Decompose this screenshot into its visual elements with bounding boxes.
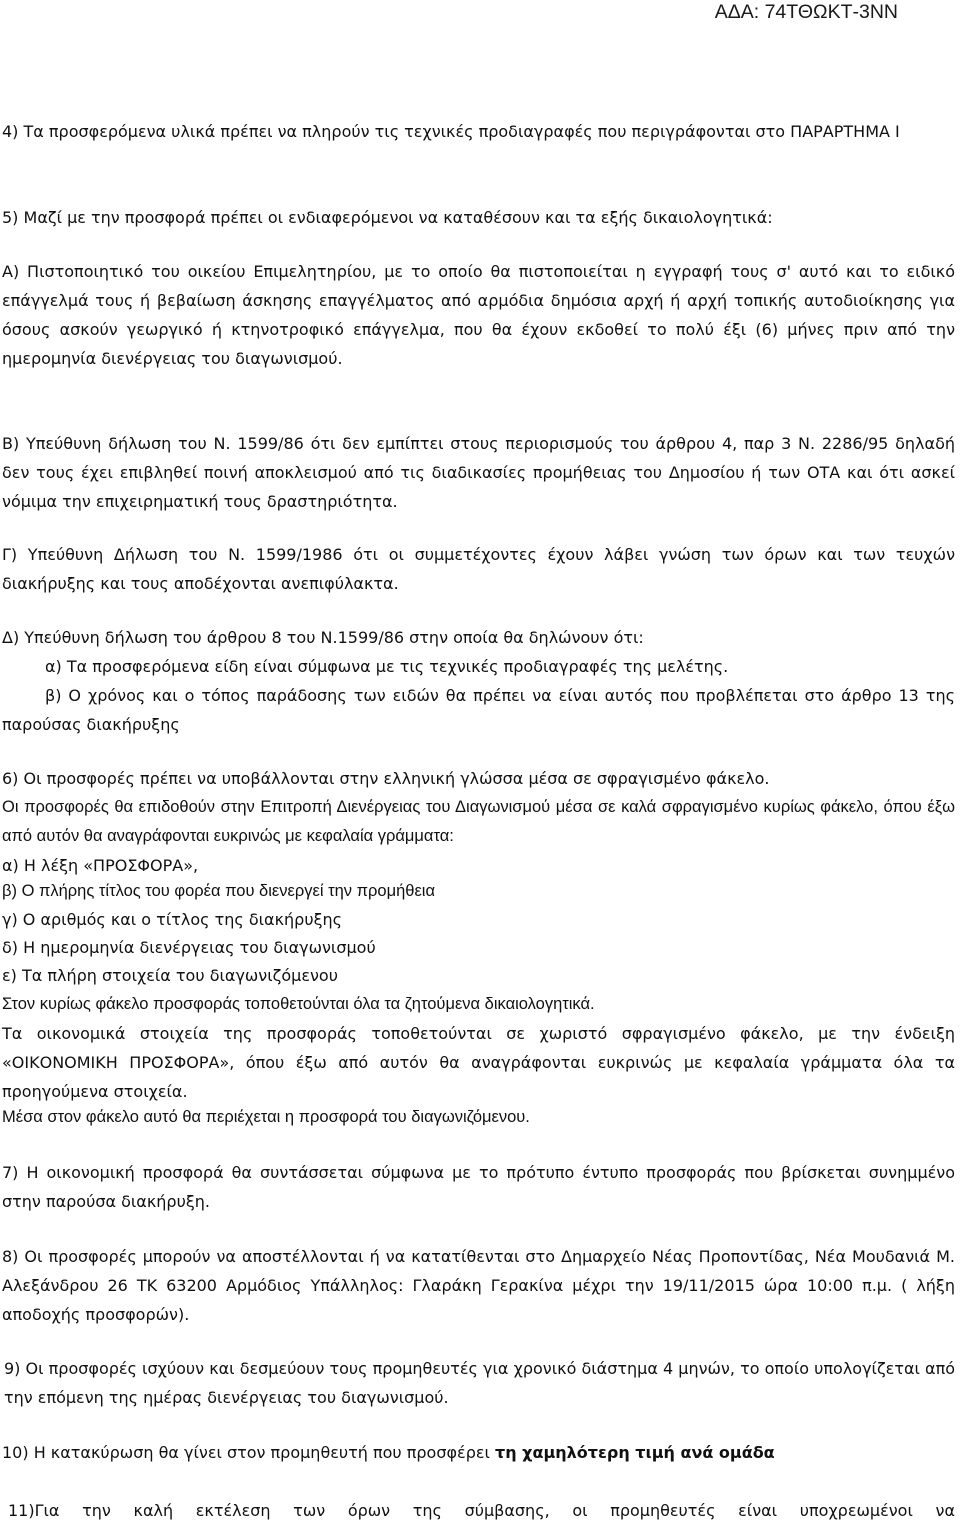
paragraph-10-bold: τη χαμηλότερη τιμή ανά ομάδα <box>495 1443 775 1462</box>
paragraph-4: 4) Τα προσφερόμενα υλικά πρέπει να πληρούν τις τεχνικές προδιαγραφές που περιγράφονται στο ΠΑΡΑΡΤΗΜΑ Ι <box>2 122 900 141</box>
paragraph-8: 8) Οι προσφορές μπορούν να αποστέλλονται ή να κατατίθενται στο Δημαρχείο Νέας Προποντίδας, Νέα Μουδανιά Μ. Αλεξάνδρου 26 ΤΚ 63200 Αρμόδιος Υπάλληλος: Γλαράκη Γερακίνα μέχρι την 19/11/2015 ώρα 10:00 π.μ. ( λήξη αποδοχής προσφορών). <box>2 1247 955 1324</box>
ada-reference: ΑΔΑ: 74ΤΘΩΚΤ-3ΝΝ <box>714 1 898 23</box>
paragraph-6-item-g: γ) Ο αριθμός και ο τίτλος της διακήρυξης <box>2 910 343 929</box>
paragraph-10-text: 10) Η κατακύρωση θα γίνει στον προμηθευτή που προσφέρει <box>2 1443 495 1462</box>
paragraph-5: 5) Μαζί με την προσφορά πρέπει οι ενδιαφερόμενοι να καταθέσουν και τα εξής δικαιολογητικά: <box>2 208 773 227</box>
paragraph-g-declaration: Γ) Υπεύθυνη Δήλωση του Ν. 1599/1986 ότι οι συμμετέχοντες έχουν λάβει γνώση των όρων και των τευχών διακήρυξης και τους αποδέχονται ανεπιφύλακτα. <box>2 545 955 593</box>
paragraph-6-envelope: Οι προσφορές θα επιδοθούν στην Επιτροπή Διενέργειας του Διαγωνισμού μέσα σε καλά σφραγισμένο κυρίως φάκελο, όπου έξω από αυτόν θα αναγράφονται ευκρινώς με κεφαλαία γράμματα: <box>2 798 955 845</box>
paragraph-6-contents: Μέσα στον φάκελο αυτό θα περιέχεται η προσφορά του διαγωνιζόμενου. <box>2 1108 530 1126</box>
paragraph-6: 6) Οι προσφορές πρέπει να υποβάλλονται στην ελληνική γλώσσα μέσα σε σφραγισμένο φάκελο. <box>2 769 770 788</box>
paragraph-7: 7) Η οικονομική προσφορά θα συντάσσεται σύμφωνα με το πρότυπο έντυπο προσφοράς που βρίσκεται συνημμένο στην παρούσα διακήρυξη. <box>2 1163 955 1211</box>
paragraph-d-item-a: α) Τα προσφερόμενα είδη είναι σύμφωνα με τις τεχνικές προδιαγραφές της μελέτης. <box>45 657 729 676</box>
paragraph-d-item-b: β) Ο χρόνος και ο τόπος παράδοσης των ειδών θα πρέπει να είναι αυτός που προβλέπεται στο άρθρο 13 της παρούσας διακήρυξης <box>2 686 955 734</box>
paragraph-6-item-a: α) Η λέξη «ΠΡΟΣΦΟΡΑ», <box>2 856 199 875</box>
paragraph-6-item-d: δ) Η ημερομηνία διενέργειας του διαγωνισμού <box>2 938 376 957</box>
paragraph-6-item-e: ε) Τα πλήρη στοιχεία του διαγωνιζόμενου <box>2 966 338 985</box>
paragraph-9: 9) Οι προσφορές ισχύουν και δεσμεύουν τους προμηθευτές για χρονικό διάστημα 4 μηνών, το οποίο υπολογίζεται από την επόμενη της ημέρας διενέργειας του διαγωνισμού. <box>4 1359 955 1407</box>
paragraph-d-declaration: Δ) Υπεύθυνη δήλωση του άρθρου 8 του Ν.1599/86 στην οποία θα δηλώνουν ότι: <box>2 628 644 647</box>
paragraph-a-certificate: Α) Πιστοποιητικό του οικείου Επιμελητηρίου, με το οποίο θα πιστοποιείται η εγγραφή τους σ' αυτό και το ειδικό επάγγελμά τους ή βεβαίωση άσκησης επαγγέλματος από αρμόδια δημόσια αρχή ή αρχή τοπικής αυτοδιοίκησης για όσους ασκούν γεωργικό ή κτηνοτροφικό επάγγελμα, που θα έχουν εκδοθεί το πολύ έξι (6) μήνες πριν από την ημερομηνία διενέργειας του διαγωνισμού. <box>2 262 955 368</box>
paragraph-11: 11)Για την καλή εκτέλεση των όρων της σύμβασης, οι προμηθευτές είναι υποχρεωμένοι να <box>8 1501 955 1520</box>
paragraph-6-item-b: β) Ο πλήρης τίτλος του φορέα που διενεργεί την προμήθεια <box>2 882 436 900</box>
paragraph-6-main-envelope: Στον κυρίως φάκελο προσφοράς τοποθετούνται όλα τα ζητούμενα δικαιολογητικά. <box>2 995 595 1013</box>
paragraph-6-financial: Τα οικονομικά στοιχεία της προσφοράς τοποθετούνται σε χωριστό σφραγισμένο φάκελο, με την ένδειξη «ΟΙΚΟΝΟΜΙΚΗ ΠΡΟΣΦΟΡΑ», όπου έξω από αυτόν θα αναγράφονται ευκρινώς με κεφαλαία γράμματα όλα τα προηγούμενα στοιχεία. <box>2 1024 955 1101</box>
paragraph-10 <box>2 1438 955 1467</box>
paragraph-b-declaration: Β) Υπεύθυνη δήλωση του Ν. 1599/86 ότι δεν εμπίπτει στους περιορισμούς του άρθρου 4, παρ 3 Ν. 2286/95 δηλαδή δεν τους έχει επιβληθεί ποινή αποκλεισμού από τις διαδικασίες προμήθειας του Δημοσίου ή των ΟΤΑ και ότι ασκεί νόμιμα την επιχειρηματική τους δραστηριότητα. <box>2 434 955 511</box>
